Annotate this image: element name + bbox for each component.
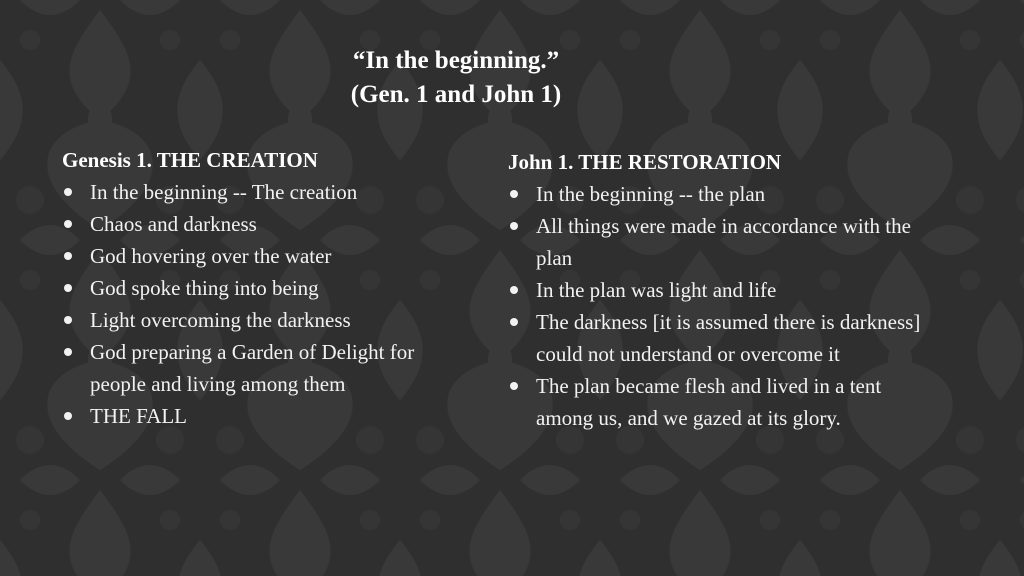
list-item: God spoke thing into being <box>62 272 442 304</box>
list-item: Chaos and darkness <box>62 208 442 240</box>
list-item: In the plan was light and life <box>508 274 938 306</box>
list-item: THE FALL <box>62 400 442 432</box>
john-bullet-list <box>508 178 938 434</box>
list-item: The plan became flesh and lived in a tent among us, and we gazed at its glory. <box>508 370 938 434</box>
list-item: Light overcoming the darkness <box>62 304 442 336</box>
list-item: God hovering over the water <box>62 240 442 272</box>
list-item: In the beginning -- the plan <box>508 178 938 210</box>
genesis-heading: Genesis 1. THE CREATION <box>62 148 318 172</box>
john-column <box>508 146 938 434</box>
genesis-column <box>62 144 442 432</box>
list-item: All things were made in accordance with the plan <box>508 210 938 274</box>
title-line-2: (Gen. 1 and John 1) <box>350 81 562 108</box>
list-item: God preparing a Garden of Delight for people and living among them <box>62 336 442 400</box>
list-item: In the beginning -- The creation <box>62 176 442 208</box>
list-item: The darkness [it is assumed there is darkness] could not understand or overcome it <box>508 306 938 370</box>
title-line-1: “In the beginning.” <box>352 47 560 74</box>
genesis-bullet-list <box>62 176 442 432</box>
john-heading: John 1. THE RESTORATION <box>508 150 782 174</box>
slide-title <box>0 44 912 112</box>
